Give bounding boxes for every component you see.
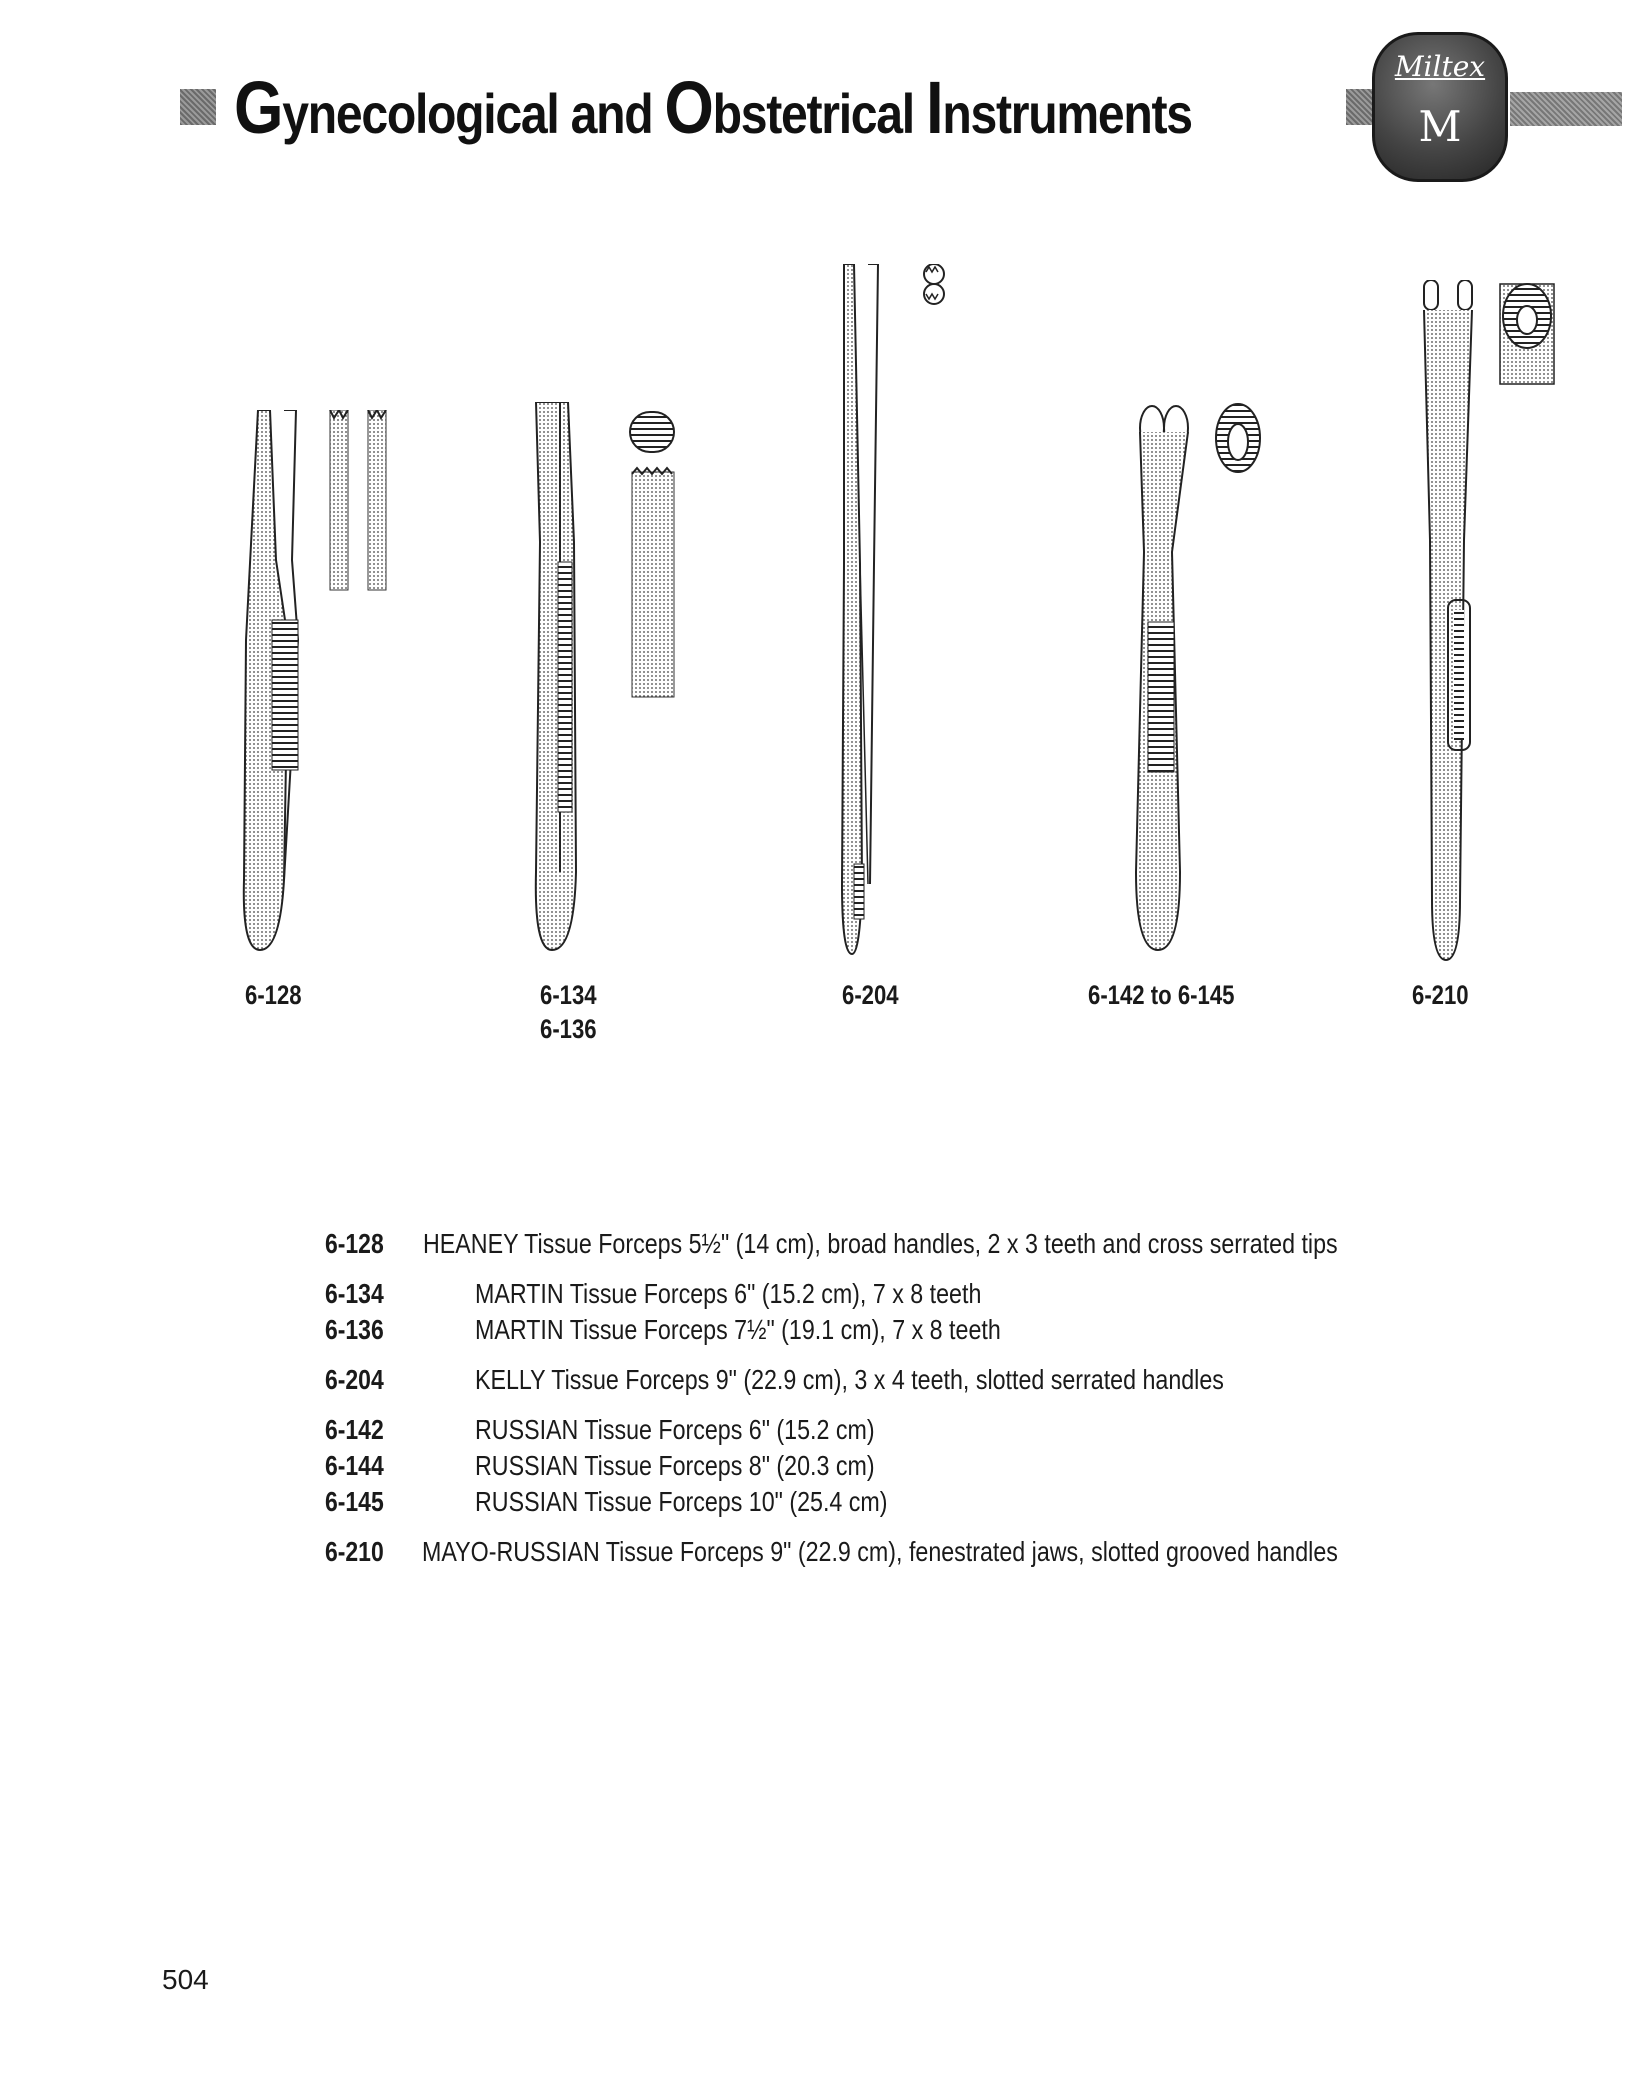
- item-description: MARTIN Tissue Forceps 7½" (19.1 cm), 7 x 8 teeth: [475, 1314, 1001, 1345]
- item-code: 6-136: [325, 1314, 384, 1345]
- figure-label-6-142-to-6-145: 6-142 to 6-145: [1088, 980, 1235, 1010]
- page-title: Gynecological and Obstetrical Instruments: [234, 65, 1192, 149]
- item-description: MAYO-RUSSIAN Tissue Forceps 9" (22.9 cm), fenestrated jaws, slotted grooved handles: [421, 1536, 1338, 1567]
- item-row: [325, 1484, 1525, 1520]
- mayo-russian-forceps-icon: [1418, 280, 1558, 970]
- item-code: 6-134: [325, 1278, 384, 1309]
- item-group: [325, 1534, 1525, 1570]
- item-code: 6-142: [325, 1414, 384, 1445]
- item-row: [325, 1534, 1525, 1570]
- item-description: HEANEY Tissue Forceps 5½" (14 cm), broad handles, 2 x 3 teeth and cross serrated tips: [423, 1228, 1338, 1259]
- page-header: [180, 52, 1382, 162]
- figure-label-6-134: 6-134: [540, 980, 597, 1010]
- page-number: 504: [162, 1964, 209, 1995]
- item-code: 6-145: [325, 1486, 384, 1517]
- item-code: 6-144: [325, 1450, 384, 1481]
- figure-label-6-128: 6-128: [245, 980, 302, 1010]
- martin-forceps-icon: [530, 402, 690, 962]
- item-code: 6-210: [325, 1536, 384, 1567]
- item-code: 6-204: [325, 1364, 384, 1395]
- item-group: [325, 1226, 1525, 1262]
- item-description: KELLY Tissue Forceps 9" (22.9 cm), 3 x 4 teeth, slotted serrated handles: [475, 1364, 1224, 1395]
- kelly-forceps-icon: [838, 264, 968, 964]
- instrument-figures: [0, 250, 1650, 1044]
- item-group: [325, 1276, 1525, 1348]
- figure-label-6-204: 6-204: [842, 980, 899, 1010]
- catalog-item-list: [325, 1226, 1525, 1584]
- heaney-forceps-icon: [240, 410, 420, 970]
- russian-forceps-icon: [1130, 402, 1270, 962]
- item-row: [325, 1362, 1525, 1398]
- item-code: 6-128: [325, 1228, 384, 1259]
- item-description: MARTIN Tissue Forceps 6" (15.2 cm), 7 x 8 teeth: [475, 1278, 982, 1309]
- item-group: [325, 1362, 1525, 1398]
- item-row: [325, 1412, 1525, 1448]
- header-square-left: [180, 89, 216, 125]
- figure-label-6-210: 6-210: [1412, 980, 1469, 1010]
- item-description: RUSSIAN Tissue Forceps 10" (25.4 cm): [475, 1486, 888, 1517]
- header-bar-right: [1510, 92, 1622, 126]
- item-row: [325, 1448, 1525, 1484]
- miltex-logo: [1372, 32, 1508, 182]
- logo-letter: M: [1418, 102, 1462, 151]
- item-description: RUSSIAN Tissue Forceps 8" (20.3 cm): [475, 1450, 875, 1481]
- item-row: [325, 1312, 1525, 1348]
- item-row: [325, 1226, 1525, 1262]
- logo-script: Miltex: [1394, 50, 1486, 83]
- item-description: RUSSIAN Tissue Forceps 6" (15.2 cm): [475, 1414, 875, 1445]
- item-row: [325, 1276, 1525, 1312]
- item-group: [325, 1412, 1525, 1520]
- figure-label-6-136: 6-136: [540, 1014, 597, 1044]
